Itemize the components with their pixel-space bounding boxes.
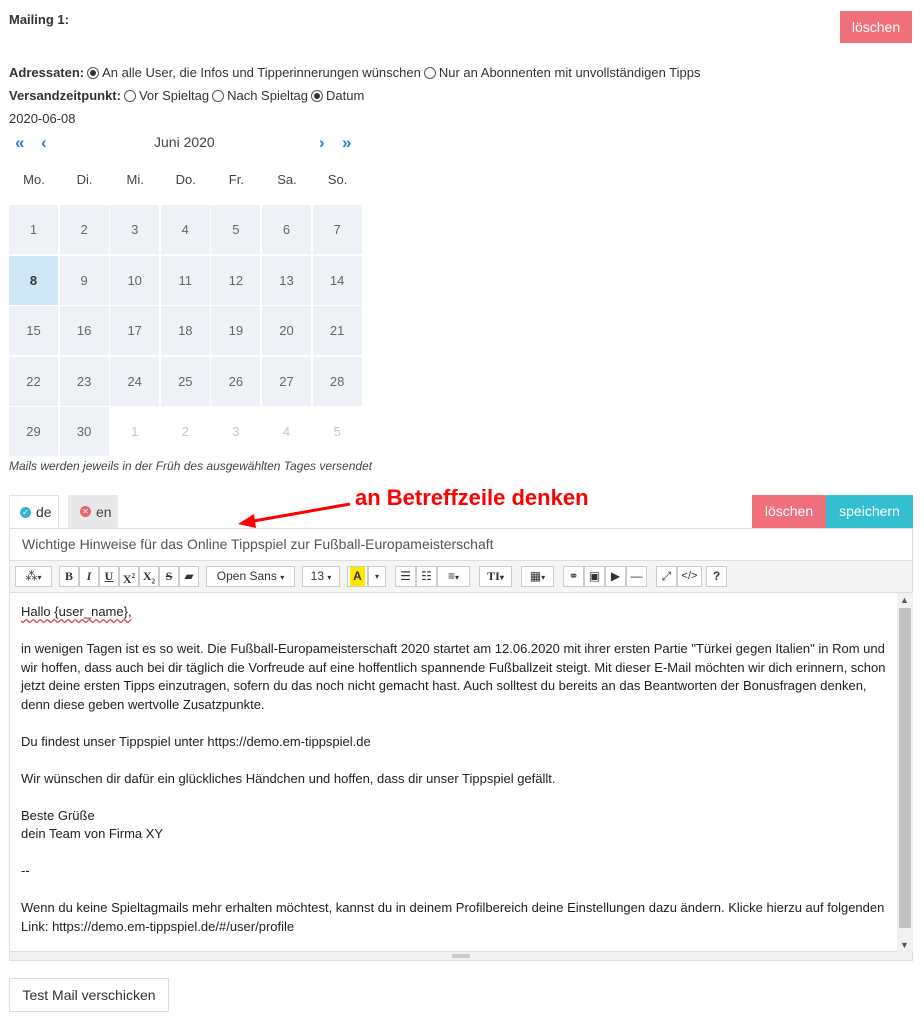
weekday-header: Fr. <box>228 172 244 187</box>
radio-after-matchday-label[interactable]: Nach Spieltag <box>227 88 309 103</box>
email-paragraph-4: Wenn du keine Spieltagmails mehr erhalten möchtest, kannst du in deinem Profilbereich deine Einstellungen dazu ändern. Klicke hierzu auf folgenden Link: https://demo.em-tippspiel.de/#/user/profile <box>21 900 885 934</box>
radio-incomplete-tips-label[interactable]: Nur an Abonnenten mit unvollständigen Tipps <box>438 65 701 80</box>
scrollbar-thumb[interactable] <box>899 608 911 928</box>
magic-wand-dropdown[interactable]: ⁂▾ <box>15 566 52 587</box>
calendar-day[interactable]: 27 <box>262 357 311 406</box>
superscript-label: X <box>122 572 132 586</box>
help-button[interactable]: ? <box>706 566 727 587</box>
calendar-day[interactable]: 16 <box>60 306 109 355</box>
check-circle-icon: ✓ <box>20 507 31 518</box>
calendar-day[interactable]: 20 <box>262 306 311 355</box>
unordered-list-icon: ☰ <box>400 569 411 583</box>
email-paragraph-1: in wenigen Tagen ist es so weit. Die Fußball-Europameisterschaft 2020 startet am 12.06.2020 mit ihrer ersten Partie "Türkei gegen Italien" in Rom und wir hoffen, dass auch bei dir täglich die Vorfreude auf eine hoffentlich spannende Fußballzeit steigt. Mit dieser E-Mail möchten wir dich erinnern, schon jetzt deine ersten Tipps einzutragen, sofern du das noch nicht gemacht hast. Auch solltest du bereits an das Beantworten der Bonusfragen denken, denn diese geben wertvolle Zusatzpunkte. <box>21 641 886 712</box>
scroll-down-icon[interactable]: ▼ <box>900 940 909 950</box>
radio-date-label[interactable]: Datum <box>326 88 365 103</box>
radio-incomplete-tips[interactable] <box>424 67 436 79</box>
bold-button[interactable]: B <box>59 566 79 587</box>
fullscreen-button[interactable] <box>656 566 677 587</box>
calendar-day[interactable]: 12 <box>211 256 260 305</box>
radio-before-matchday-label[interactable]: Vor Spieltag <box>138 88 210 103</box>
annotation-arrow-icon <box>230 498 355 530</box>
email-greeting: Hallo {user_name}, <box>21 604 132 619</box>
next-month-button[interactable]: › <box>319 133 325 152</box>
email-body-content[interactable] <box>21 603 891 936</box>
weekday-header: Do. <box>175 172 196 187</box>
send-time-row <box>9 88 364 103</box>
subscript-button[interactable]: $X_2$ <box>139 566 159 587</box>
text-color-icon: A <box>350 567 365 586</box>
editor-toolbar <box>9 561 913 593</box>
calendar-day[interactable]: 25 <box>161 357 210 406</box>
calendar-day[interactable]: 2 <box>60 205 109 254</box>
subject-input[interactable]: Wichtige Hinweise für das Online Tippspiel zur Fußball-Europameisterschaft <box>9 528 913 561</box>
calendar-day[interactable]: 8 <box>9 256 58 305</box>
calendar-day-other-month: 1 <box>110 407 159 456</box>
send-test-mail-button[interactable]: Test Mail verschicken <box>9 978 169 1012</box>
link-button[interactable] <box>563 566 584 587</box>
prev-year-button[interactable]: « <box>15 133 25 152</box>
calendar-day-other-month: 5 <box>313 407 362 456</box>
editor-resize-bar[interactable] <box>9 952 913 961</box>
radio-all-users[interactable] <box>87 67 99 79</box>
calendar-day[interactable]: 26 <box>211 357 260 406</box>
radio-date[interactable] <box>311 90 323 102</box>
code-icon: </> <box>681 570 698 582</box>
weekday-header: Sa. <box>277 172 297 187</box>
code-view-button[interactable] <box>677 566 702 587</box>
image-button[interactable] <box>584 566 605 587</box>
tab-en[interactable] <box>68 495 118 528</box>
recipients-row <box>9 65 700 80</box>
resize-grip-icon[interactable] <box>452 954 470 958</box>
annotation-text: an Betreffzeile denken <box>355 485 589 510</box>
calendar-day[interactable]: 9 <box>60 256 109 305</box>
line-height-dropdown[interactable]: TI▾ <box>479 566 512 587</box>
x-circle-icon: ✕ <box>80 506 91 517</box>
delete-language-button[interactable]: löschen <box>752 495 826 528</box>
calendar-nav <box>9 133 361 153</box>
font-size-select[interactable]: 13 ▾ <box>302 566 340 587</box>
text-color-dropdown[interactable] <box>368 566 386 587</box>
email-paragraph-2: Du findest unser Tippspiel unter https://demo.em-tippspiel.de <box>21 733 371 749</box>
calendar-day[interactable]: 17 <box>110 306 159 355</box>
fullscreen-icon: ⤢ <box>661 569 672 583</box>
eraser-icon: ▰ <box>184 569 194 583</box>
underline-button[interactable]: U <box>99 566 119 587</box>
recipients-label: Adressaten: <box>9 65 85 80</box>
calendar-day[interactable]: 14 <box>313 256 362 305</box>
calendar-day-other-month: 3 <box>211 407 260 456</box>
calendar-day[interactable]: 5 <box>211 205 260 254</box>
editor-scrollbar[interactable] <box>897 593 913 952</box>
weekday-header: So. <box>327 172 348 187</box>
calendar-day[interactable]: 11 <box>161 256 210 305</box>
email-separator: -- <box>21 863 30 878</box>
calendar-note: Mails werden jeweils in der Früh des ausgewählten Tages versendet <box>9 459 373 473</box>
tab-de[interactable] <box>9 495 59 528</box>
calendar-day[interactable]: 10 <box>110 256 159 305</box>
tab-en-label: en <box>96 503 112 520</box>
magic-wand-icon: ⁂ <box>25 569 38 583</box>
calendar-day[interactable]: 13 <box>262 256 311 305</box>
superscript-button[interactable]: $X^2$ <box>119 566 139 587</box>
prev-month-button[interactable]: ‹ <box>41 133 47 152</box>
calendar-day[interactable]: 23 <box>60 357 109 406</box>
text-height-icon: TI <box>487 569 500 583</box>
ordered-list-icon: ☷ <box>421 569 432 583</box>
send-time-label: Versandzeitpunkt: <box>9 88 121 103</box>
chevron-down-icon: ▾ <box>374 572 379 581</box>
radio-after-matchday[interactable] <box>212 90 224 102</box>
radio-all-users-label[interactable]: An alle User, die Infos und Tipperinnerungen wünschen <box>102 65 421 80</box>
email-closing-1: Beste Grüße <box>21 807 95 823</box>
weekday-header: Di. <box>76 172 93 187</box>
tab-de-label: de <box>36 504 52 520</box>
scroll-up-icon[interactable]: ▲ <box>900 595 909 605</box>
weekday-header: Mi. <box>126 172 144 187</box>
subscript-label: X <box>142 569 152 583</box>
next-year-button[interactable]: » <box>342 133 352 152</box>
calendar-day[interactable]: 15 <box>9 306 58 355</box>
unordered-list-button[interactable] <box>395 566 416 587</box>
calendar-day[interactable]: 30 <box>60 407 109 456</box>
text-color-button[interactable] <box>347 566 368 587</box>
calendar-day-other-month: 4 <box>262 407 311 456</box>
image-icon: ▣ <box>588 569 601 583</box>
paragraph-align-dropdown[interactable]: ≡▾ <box>437 566 470 587</box>
email-body-editor[interactable] <box>9 593 913 952</box>
video-icon: ▶ <box>610 569 621 583</box>
horizontal-rule-icon: — <box>630 569 643 583</box>
calendar-day[interactable]: 24 <box>110 357 159 406</box>
calendar-day[interactable]: 19 <box>211 306 260 355</box>
font-size-value: 13 <box>310 569 324 583</box>
eraser-button[interactable] <box>179 566 199 587</box>
radio-before-matchday[interactable] <box>124 90 136 102</box>
ordered-list-button[interactable] <box>416 566 437 587</box>
table-icon: ▦ <box>529 569 542 583</box>
horizontal-rule-button[interactable] <box>626 566 647 587</box>
save-button[interactable]: speichern <box>826 495 913 528</box>
calendar-day[interactable]: 21 <box>313 306 362 355</box>
mailing-title: Mailing 1: <box>9 12 69 27</box>
email-paragraph-3: Wir wünschen dir dafür ein glückliches Händchen und hoffen, dass dir unser Tippspiel gefällt. <box>21 770 556 786</box>
font-family-value: Open Sans <box>216 569 277 583</box>
italic-button[interactable]: I <box>79 566 99 587</box>
delete-mailing-button[interactable]: löschen <box>840 11 912 43</box>
calendar-day[interactable]: 29 <box>9 407 58 456</box>
strikethrough-button[interactable]: S <box>159 566 179 587</box>
font-family-select[interactable]: Open Sans ▾ <box>206 566 295 587</box>
calendar-day[interactable]: 18 <box>161 306 210 355</box>
calendar-day[interactable]: 3 <box>110 205 159 254</box>
link-icon: ⚭ <box>568 569 579 583</box>
calendar-day[interactable]: 6 <box>262 205 311 254</box>
calendar-day-other-month: 2 <box>161 407 210 456</box>
calendar-day[interactable]: 22 <box>9 357 58 406</box>
table-dropdown[interactable]: ▦▾ <box>521 566 554 587</box>
calendar-day[interactable]: 4 <box>161 205 210 254</box>
weekday-header: Mo. <box>23 172 45 187</box>
calendar-day[interactable]: 28 <box>313 357 362 406</box>
calendar-day[interactable]: 1 <box>9 205 58 254</box>
email-closing-2: dein Team von Firma XY <box>21 826 164 841</box>
align-icon: ≡ <box>447 569 455 583</box>
selected-date: 2020-06-08 <box>9 111 76 126</box>
calendar-month-label[interactable]: Juni 2020 <box>154 134 215 150</box>
video-button[interactable] <box>605 566 626 587</box>
calendar-day[interactable]: 7 <box>313 205 362 254</box>
